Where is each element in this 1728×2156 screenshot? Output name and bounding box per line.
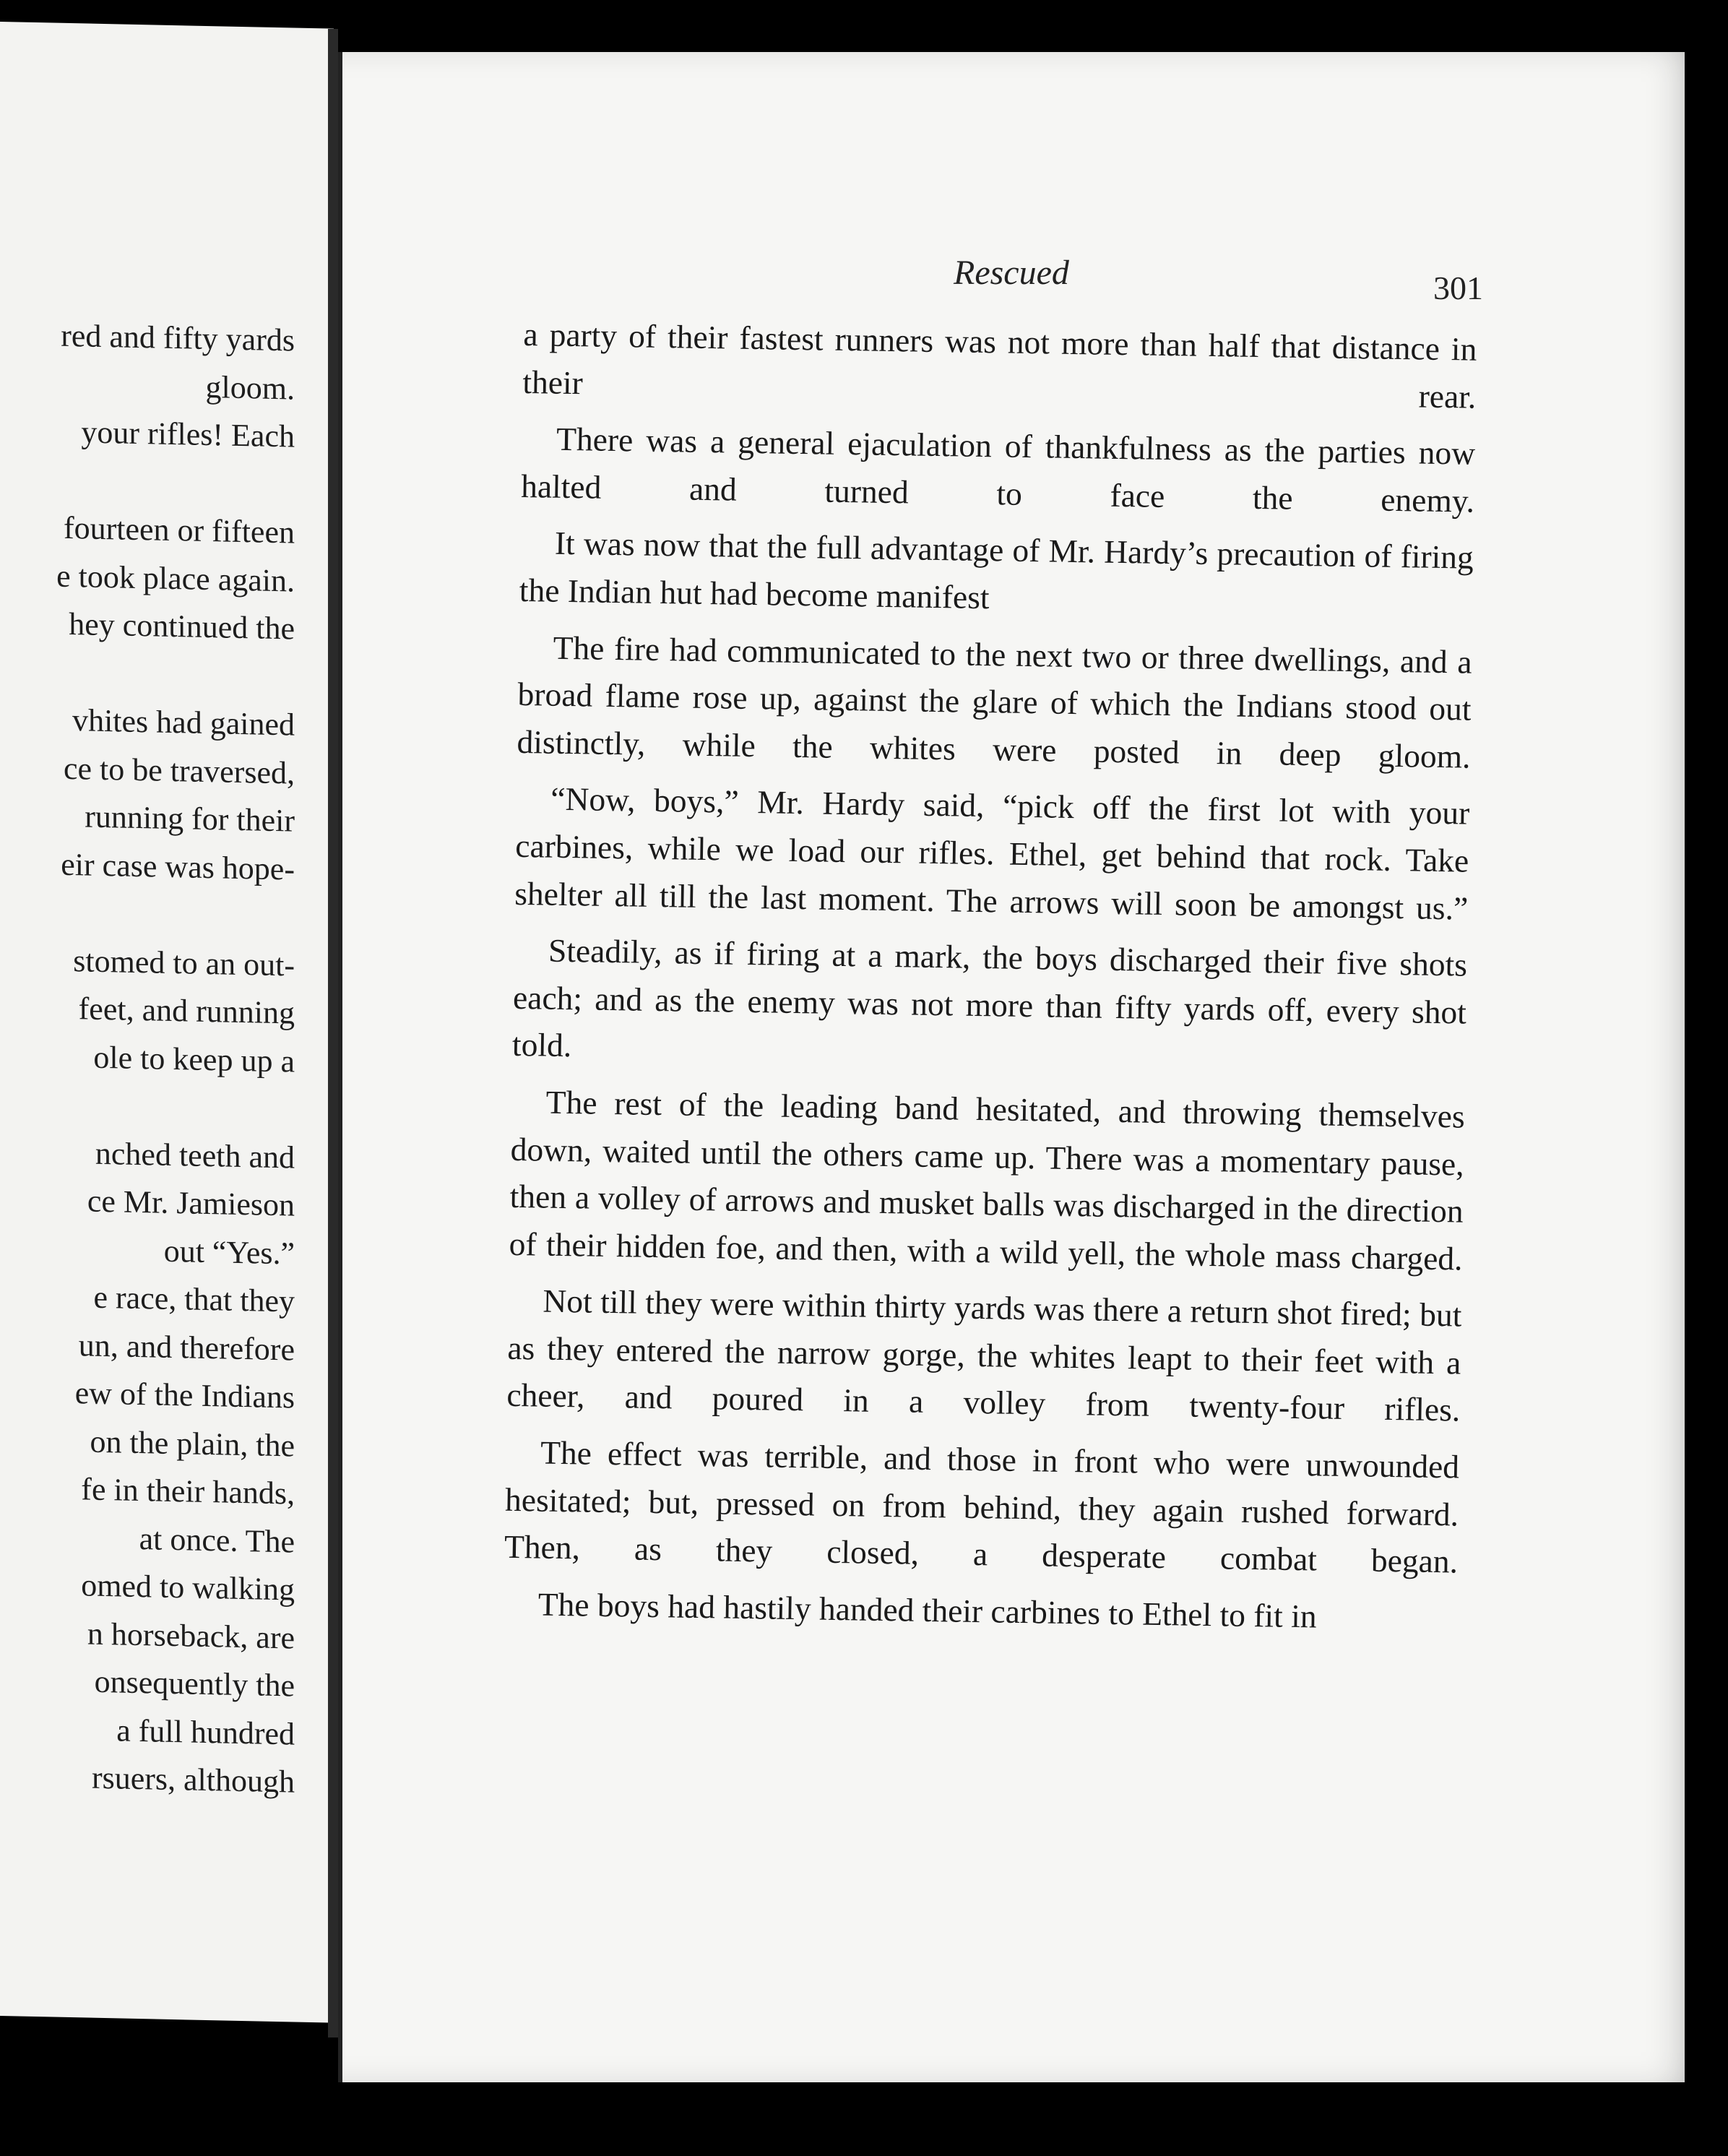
- left-page-text: [0, 310, 295, 1806]
- left-line: ew of the Indians: [74, 1375, 295, 1415]
- left-line: rsuers, although: [91, 1759, 295, 1800]
- left-line: e race, that they: [93, 1279, 295, 1319]
- left-line: stomed to an out-: [73, 942, 295, 983]
- left-line: on the plain, the: [90, 1423, 295, 1464]
- left-line: at once. The: [139, 1520, 295, 1560]
- left-line: hey continued the: [69, 605, 295, 647]
- paragraph: The fire had communicated to the next two or three dwellings, and a broad flame rose up, against the glare of which the Indians stood out distinctly, while the whites were posted in deep gloom.: [517, 629, 1472, 775]
- left-line: un, and therefore: [78, 1327, 295, 1368]
- left-line: eir case was hope-: [61, 846, 295, 887]
- paragraph: The rest of the leading band hesitated, and throwing themselves down, waited until the others came up. There was a momentary pause, then a volley of arrows and musket balls was discharged in the direction of their hidden foe, and then, with a wild yell, the whole mass charged.: [509, 1083, 1466, 1277]
- paragraph: It was now that the full advantage of Mr. Hardy’s precaution of firing the Indian hut had become manifest: [519, 525, 1474, 616]
- left-line: a full hundred: [116, 1712, 295, 1752]
- left-line: e took place again.: [56, 558, 295, 599]
- left-line: [0, 647, 295, 702]
- left-page: [0, 22, 334, 2023]
- left-line: out “Yes.”: [163, 1233, 295, 1272]
- body-text: [503, 311, 1477, 1652]
- left-line: fe in their hands,: [81, 1471, 295, 1512]
- paragraph: The boys had hastily handed their carbines to Ethel to fit in: [537, 1585, 1317, 1635]
- left-line: nched teeth and: [95, 1135, 295, 1176]
- left-line: your rifles! Each: [81, 414, 295, 454]
- left-line: ce Mr. Jamieson: [87, 1183, 295, 1223]
- left-line: ce to be traversed,: [63, 750, 295, 791]
- left-line: ole to keep up a: [93, 1039, 295, 1079]
- paragraph: Steadily, as if firing at a mark, the boys discharged their five shots each; and as the enemy was not more than fifty yards off, every shot told.: [511, 931, 1468, 1064]
- left-line: omed to walking: [81, 1567, 295, 1608]
- left-line: n horseback, are: [87, 1616, 295, 1656]
- left-line: [0, 454, 295, 509]
- left-line: gloom.: [205, 368, 295, 407]
- page-edge: [1685, 0, 1728, 2153]
- page-number: 301: [1433, 270, 1483, 306]
- paragraph: Not till they were within thirty yards was there a return shot fired; but as they entered the narrow gorge, the whites leapt to their feet with a cheer, and poured in a volley from twenty-four rifles.: [506, 1282, 1462, 1429]
- left-line: running for their: [85, 798, 295, 839]
- paragraph: There was a general ejaculation of thankfulness as the parties now halted and turned to face the enemy.: [520, 420, 1476, 519]
- left-line: feet, and running: [78, 991, 295, 1031]
- running-head: Rescued: [954, 254, 1069, 292]
- left-line: vhites had gained: [72, 702, 295, 743]
- left-line: [0, 887, 295, 941]
- paragraph: a party of their fastest runners was not more than half that distance in their rear.: [522, 315, 1477, 415]
- left-line: fourteen or fifteen: [63, 509, 295, 551]
- left-line: red and fifty yards: [61, 317, 295, 358]
- book-spine: [328, 29, 338, 2038]
- left-line: onsequently the: [94, 1663, 295, 1704]
- left-line: [0, 1079, 295, 1134]
- paragraph: “Now, boys,” Mr. Hardy said, “pick off the first lot with your carbines, while we load our rifles. Ethel, get behind that rock. Take shelter all till the last moment. The arrows will soon be amongst us.”: [514, 780, 1470, 927]
- paragraph: The effect was terrible, and those in front who were unwounded hesitated; but, pressed on from behind, they again rushed forward. Then, as they closed, a desperate combat began.: [504, 1433, 1460, 1580]
